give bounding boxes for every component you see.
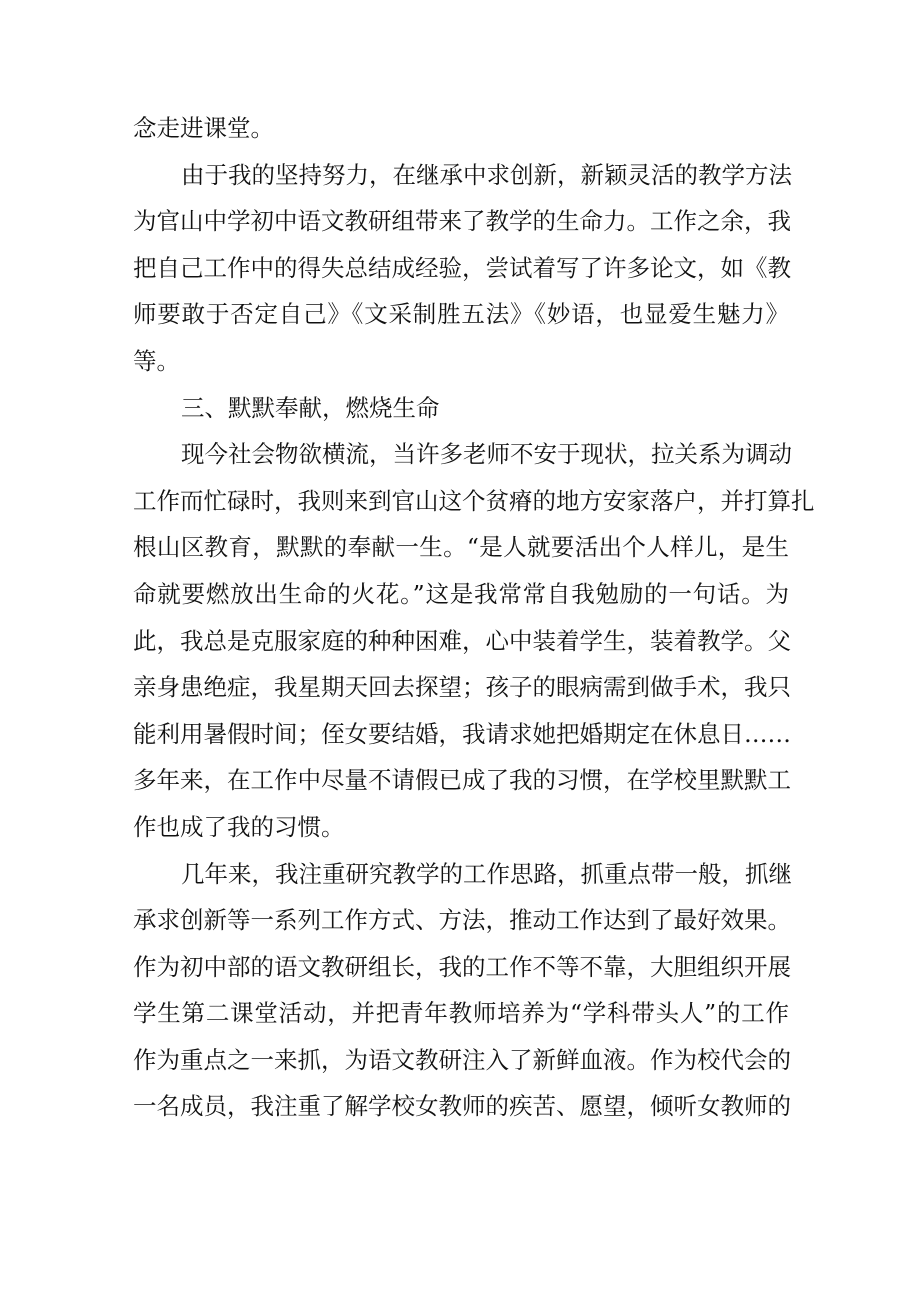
text-line: 一名成员，我注重了解学校女教师的疾苦、愿望，倾听女教师的	[133, 1092, 791, 1121]
text-line: 亲身患绝症，我星期天回去探望；孩子的眼病需到做手术，我只	[133, 673, 791, 702]
text-line: 命就要燃放出生命的火花。”这是我常常自我勉励的一句话。为	[133, 579, 789, 608]
text-line: 把自己工作中的得失总结成经验，尝试着写了许多论文，如《教	[133, 253, 791, 282]
section-heading	[133, 385, 789, 432]
paragraph-dedication	[133, 431, 815, 850]
text-line: 由于我的坚持努力，在继承中求创新，新颖灵活的教学方法	[181, 160, 792, 189]
text-line: 为官山中学初中语文教研组带来了教学的生命力。工作之余，我	[133, 207, 791, 236]
text-line: 多年来，在工作中尽量不请假已成了我的习惯，在学校里默默工	[133, 766, 791, 795]
paragraph-continuation	[133, 105, 789, 152]
text-line: 师要敢于否定自己》《文采制胜五法》《妙语，也显爱生魅力》	[133, 300, 789, 329]
text-line: 根山区教育，默默的奉献一生。“是人就要活出个人样儿，是生	[133, 533, 789, 562]
heading-text: 三、默默奉献，燃烧生命	[181, 393, 440, 422]
text-line: 念走进课堂。	[133, 114, 274, 142]
text-line: 作也成了我的习惯。	[133, 812, 345, 841]
paragraph-work-approach	[133, 851, 792, 1131]
text-line: 几年来，我注重研究教学的工作思路，抓重点带一般，抓继	[181, 859, 792, 888]
text-line: 此，我总是克服家庭的种种困难，心中装着学生，装着教学。父	[133, 626, 791, 655]
document-body	[133, 105, 815, 1130]
paragraph-teaching-method	[133, 152, 792, 385]
text-line: 承求创新等一系列工作方式、方法，推动工作达到了最好效果。	[133, 906, 791, 935]
text-line: 能利用暑假时间；侄女要结婚，我请求她把婚期定在休息日……	[133, 719, 791, 748]
text-line: 工作而忙碌时，我则来到官山这个贫瘠的地方安家落户，并打算扎	[133, 486, 815, 515]
text-line: 等。	[133, 346, 180, 375]
text-line: 现今社会物欲横流，当许多老师不安于现状，拉关系为调动	[181, 440, 792, 469]
text-line: 作为初中部的语文教研组长，我的工作不等不靠，大胆组织开展	[133, 952, 791, 981]
text-line: 学生第二课堂活动，并把青年教师培养为“学科带头人”的工作	[133, 999, 789, 1028]
text-line: 作为重点之一来抓，为语文教研注入了新鲜血液。作为校代会的	[133, 1045, 791, 1074]
